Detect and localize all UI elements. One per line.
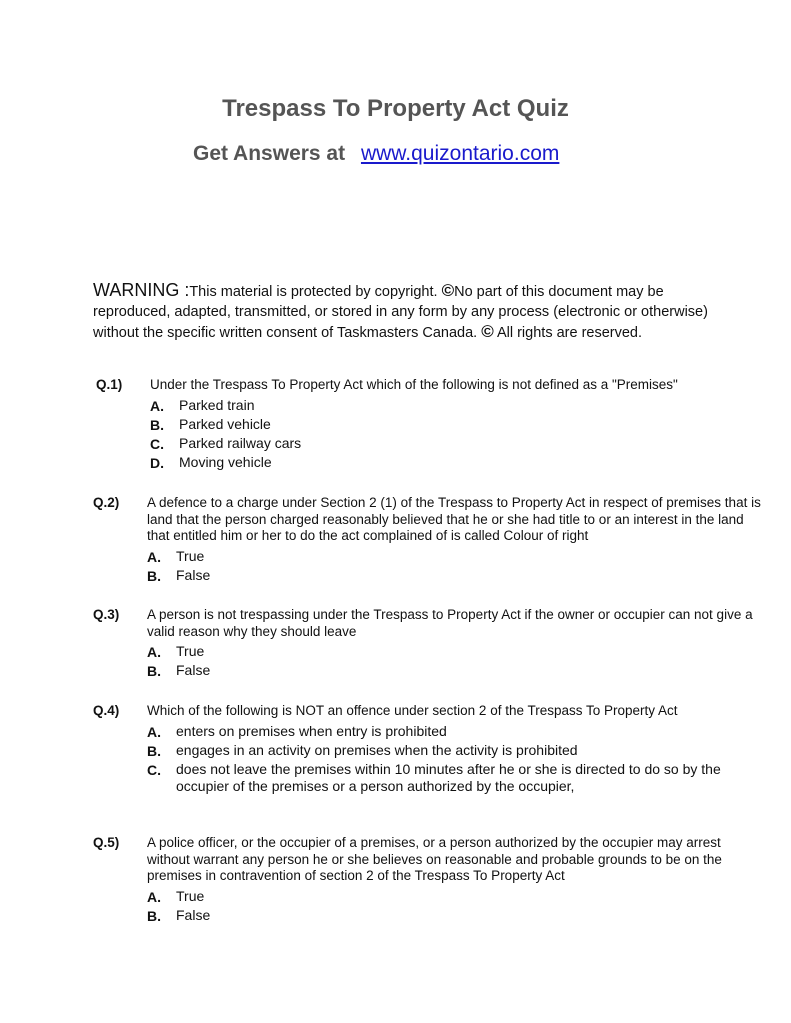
answer-option[interactable] [147,662,763,681]
warning-label: WARNING : [93,280,190,300]
subtitle [193,142,559,166]
answer-option[interactable] [150,397,763,416]
option-letter: A. [147,888,161,905]
question-number: Q.2) [93,495,120,510]
page-title: Trespass To Property Act Quiz [222,95,569,122]
warning-text-3: All rights are reserved. [493,325,643,341]
option-letter: B. [150,416,164,433]
option-text: Parked railway cars [179,434,302,451]
option-letter: B. [147,742,161,759]
answer-option[interactable] [150,416,763,435]
option-letter: C. [150,435,164,452]
answer-option[interactable] [147,761,763,795]
answer-option[interactable] [147,643,763,662]
option-letter: A. [150,397,164,414]
option-letter: A. [147,548,161,565]
copyright-icon: © [481,322,494,341]
option-text: False [176,906,211,923]
question-5 [93,835,763,926]
answer-option[interactable] [150,435,763,454]
answer-option[interactable] [147,548,763,567]
warning-text-2: No part of this document may be reproduced, adapted, transmitted, or stored in any form by any process (electronic or otherwise) without the specific written consent of Taskmasters Canada. [93,284,708,341]
copyright-warning [93,280,713,343]
warning-text-1: This material is protected by copyright. [189,284,442,300]
option-text: False [176,566,211,583]
answer-option[interactable] [147,888,763,907]
question-4 [93,703,763,795]
question-number: Q.5) [93,835,120,850]
answer-option[interactable] [147,567,763,586]
option-text: True [176,643,205,659]
answer-option[interactable] [147,907,763,926]
option-text: Parked vehicle [179,415,271,432]
subtitle-prefix: Get Answers at [193,142,346,165]
option-letter: B. [147,907,161,924]
option-text: Moving vehicle [179,453,272,470]
option-letter: B. [147,663,161,679]
question-text: Under the Trespass To Property Act which of the following is not defined as a "Premises" [150,377,678,392]
question-1 [93,377,763,473]
question-text: A person is not trespassing under the Trespass to Property Act if the owner or occupier can not give a valid reason why they should leave [147,607,753,639]
answer-option[interactable] [147,723,763,742]
option-text: False [176,662,211,678]
answer-option[interactable] [150,454,763,473]
option-text: enters on premises when entry is prohibited [176,722,447,739]
answers-link[interactable]: www.quizontario.com [360,142,560,165]
question-3 [93,607,763,681]
option-text: True [176,547,205,564]
option-text: engages in an activity on premises when the activity is prohibited [176,741,578,758]
option-text: does not leave the premises within 10 minutes after he or she is directed to do so by the occupier of the premises or a person authorized by the occupier, [176,760,721,794]
option-letter: A. [147,644,161,660]
option-letter: C. [147,761,161,778]
question-text: A police officer, or the occupier of a premises, or a person authorized by the occupier may arrest without warrant any person he or she believes on reasonable and probable grounds to be on the premises in contravention of section 2 of the Trespass To Property Act [147,835,722,883]
answer-option[interactable] [147,742,763,761]
option-letter: D. [150,454,164,471]
question-text: A defence to a charge under Section 2 (1) of the Trespass to Property Act in respect of premises that is land that the person charged reasonably believed that he or she had title to or an interest in the land that entitled him or her to do the act complained of is called Colour of right [147,495,761,543]
copyright-icon: © [441,281,455,300]
option-letter: A. [147,723,161,740]
question-text: Which of the following is NOT an offence under section 2 of the Trespass To Property Act [147,703,678,718]
option-text: True [176,887,205,904]
question-number: Q.3) [93,607,120,622]
question-number: Q.1) [96,377,123,392]
question-number: Q.4) [93,703,120,718]
question-2 [93,495,763,586]
option-text: Parked train [179,396,255,413]
option-letter: B. [147,567,161,584]
